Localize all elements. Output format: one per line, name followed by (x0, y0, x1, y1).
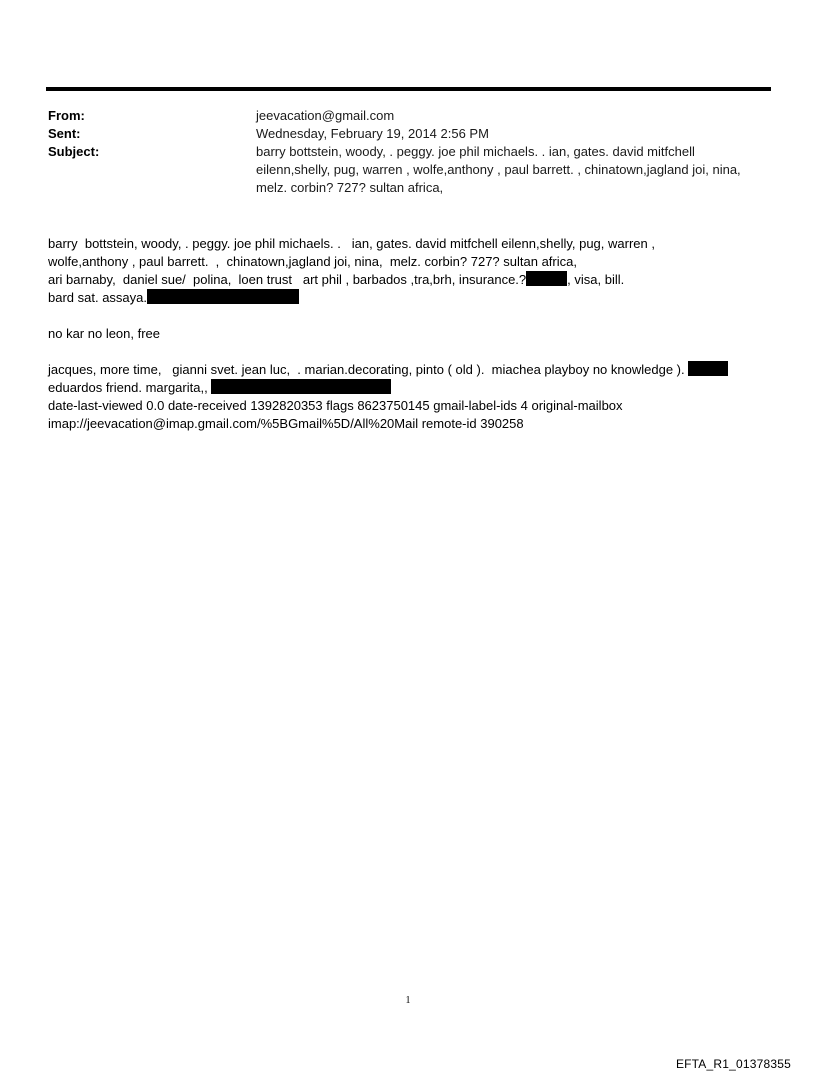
body-line (48, 361, 768, 379)
sent-row (48, 125, 770, 143)
paragraph-gap (48, 343, 768, 361)
body-text: jacques, more time, gianni svet. jean luc, . marian.decorating, pinto ( old ). miachea playboy no knowledge ). (48, 362, 685, 377)
subject-line: melz. corbin? 727? sultan africa, (256, 180, 444, 195)
from-label: From: (48, 108, 85, 123)
body-text: bard sat. assaya. (48, 290, 147, 305)
body-text: , visa, bill. (567, 272, 625, 287)
header-divider (46, 87, 771, 91)
sent-label: Sent: (48, 126, 81, 141)
body-line: imap://jeevacation@imap.gmail.com/%5BGmail%5D/All%20Mail remote-id 390258 (48, 416, 524, 431)
subject-row (48, 143, 770, 197)
body-line: barry bottstein, woody, . peggy. joe phil michaels. . ian, gates. david mitfchell eilenn,shelly, pug, warren , (48, 236, 655, 251)
body-text: eduardos friend. margarita,, (48, 380, 208, 395)
email-body (48, 235, 768, 433)
redaction-box (211, 379, 391, 394)
redaction-box (526, 271, 567, 286)
from-row (48, 107, 770, 125)
paragraph-gap (48, 307, 768, 325)
body-line: date-last-viewed 0.0 date-received 1392820353 flags 8623750145 gmail-label-ids 4 original-mailbox (48, 398, 623, 413)
body-line: no kar no leon, free (48, 326, 161, 341)
body-line (48, 379, 768, 397)
body-text: ari barnaby, daniel sue/ polina, loen trust art phil , barbados ,tra,brh, insurance.? (48, 272, 527, 287)
body-line (48, 289, 768, 307)
page-number: 1 (405, 995, 411, 1006)
body-line (48, 271, 768, 289)
subject-label: Subject: (48, 144, 100, 159)
body-line: wolfe,anthony , paul barrett. , chinatown,jagland joi, nina, melz. corbin? 727? sultan africa, (48, 254, 577, 269)
subject-value (256, 143, 770, 197)
subject-line: barry bottstein, woody, . peggy. joe phil michaels. . ian, gates. david mitfchell (256, 144, 695, 159)
sent-value: Wednesday, February 19, 2014 2:56 PM (256, 126, 489, 141)
subject-line: eilenn,shelly, pug, warren , wolfe,anthony , paul barrett. , chinatown,jagland joi, nina, (256, 162, 741, 177)
email-header (48, 107, 770, 197)
redaction-box (147, 289, 299, 304)
redaction-box (688, 361, 728, 376)
from-value: jeevacation@gmail.com (256, 108, 395, 123)
document-id: EFTA_R1_01378355 (675, 1057, 791, 1071)
